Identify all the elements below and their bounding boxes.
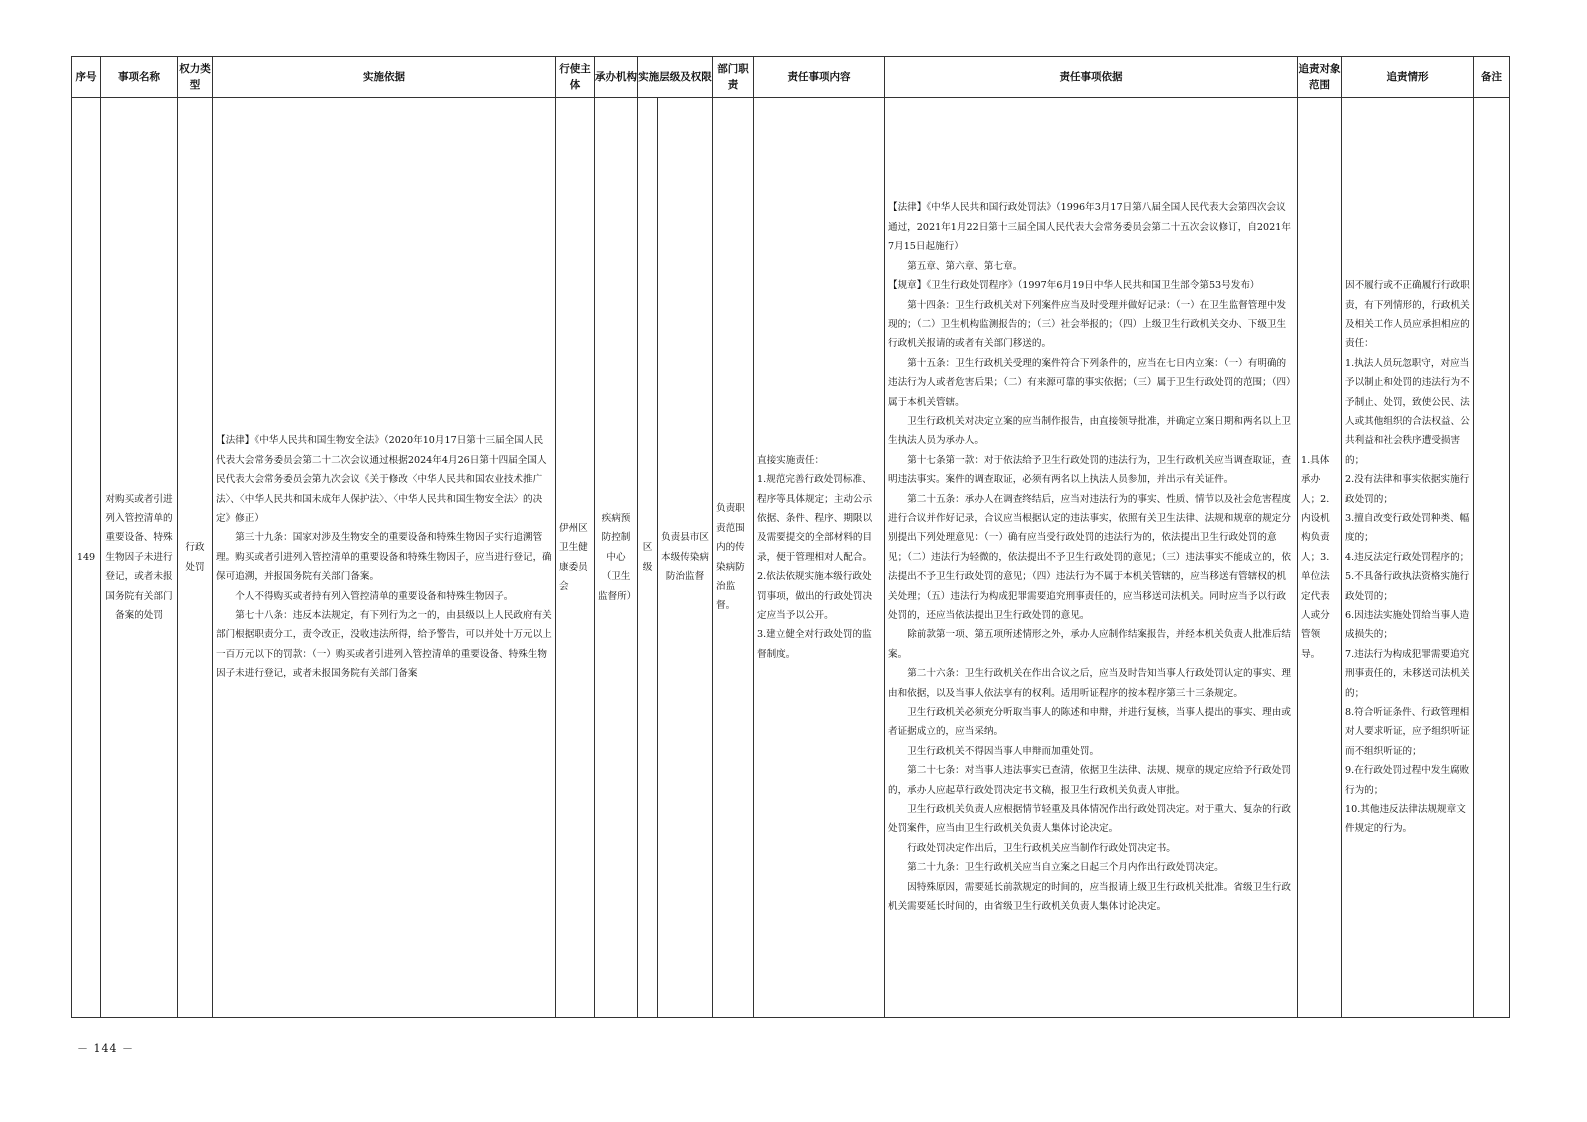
header-subject: 行使主体 bbox=[556, 57, 595, 98]
cell-resp-basis bbox=[885, 98, 1298, 1018]
accountability-case-item: 3.擅自改变行政处罚种类、幅度的； bbox=[1345, 512, 1470, 544]
basis-paragraph: 第七十八条：违反本法规定，有下列行为之一的，由县级以上人民政府有关部门根据职责分工，责令改正，没收违法所得，给予警告，可以并处十万元以上一百万元以下的罚款：（一）购买或者引进列入管控清单的重要设备、特殊生物因子未进行登记，或者未报国务院有关部门备案 bbox=[216, 610, 552, 680]
cell-subject: 伊州区卫生健康委员会 bbox=[556, 98, 595, 1018]
accountability-case-item: 8.符合听证条件、行政管理相对人要求听证，应予组织听证而不组织听证的； bbox=[1345, 707, 1470, 757]
header-resp-content: 责任事项内容 bbox=[754, 57, 885, 98]
resp-basis-paragraph: 【规章】《卫生行政处罚程序》（1997年6月19日中华人民共和国卫生部令第53号发布） bbox=[888, 280, 1260, 292]
resp-basis-paragraph: 除前款第一项、第五项所述情形之外，承办人应制作结案报告，并经本机关负责人批准后结案。 bbox=[888, 629, 1291, 660]
cell-level-2: 负责县市区本级传染病防治监督 bbox=[658, 98, 713, 1018]
header-accountability-scope: 追责对象范围 bbox=[1298, 57, 1342, 98]
cell-duty: 负责职责范围内的传染病防治监督。 bbox=[713, 98, 754, 1018]
header-duty: 部门职责 bbox=[713, 57, 754, 98]
resp-basis-paragraph: 卫生行政机关必须充分听取当事人的陈述和申辩，并进行复核，当事人提出的事实、理由或者证据成立的，应当采纳。 bbox=[888, 707, 1291, 738]
header-level: 实施层级及权限 bbox=[638, 57, 713, 98]
resp-basis-paragraph: 卫生行政机关不得因当事人申辩而加重处罚。 bbox=[907, 745, 1100, 757]
cell-accountability-scope: 1.具体承办人；2.内设机构负责人；3.单位法定代表人或分管领导。 bbox=[1298, 98, 1342, 1018]
cell-power-type: 行政处罚 bbox=[178, 98, 213, 1018]
resp-content-item: 直接实施责任： bbox=[757, 454, 825, 466]
cell-remarks bbox=[1474, 98, 1510, 1018]
cell-resp-content bbox=[754, 98, 885, 1018]
cell-seq: 149 bbox=[72, 98, 101, 1018]
resp-content-item: 1.规范完善行政处罚标准、程序等具体规定；主动公示依据、条件、程序、期限以及需要提交的全部材料的目录，便于管理相对人配合。 bbox=[757, 474, 873, 563]
cell-basis bbox=[213, 98, 556, 1018]
accountability-case-item: 2.没有法律和事实依据实施行政处罚的； bbox=[1345, 474, 1470, 505]
resp-basis-paragraph: 第十四条：卫生行政机关对下列案件应当及时受理并做好记录：（一）在卫生监督管理中发现的；（二）卫生机构监测报告的；（三）社会举报的；（四）上级卫生行政机关交办、下级卫生行政机关报请的或者有关部门移送的。 bbox=[888, 299, 1287, 350]
resp-basis-paragraph: 第二十五条：承办人在调查终结后，应当对违法行为的事实、性质、情节以及社会危害程度进行合议并作好记录，合议应当根据认定的违法事实，依照有关卫生法律、法规和规章的规定分别提出下列处理意见：（一）确有应当受行政处罚的违法行为的，依法提出卫生行政处罚的意见；（二）违法行为轻微的，依法提出不予卫生行政处罚的意见；（三）违法事实不能成立的，依法提出不予卫生行政处罚的意见；（四）违法行为不属于本机关管辖的，应当移送有管辖权的机关处理；（五）违法行为构成犯罪需要追究刑事责任的，应当移送司法机关。同时应当予以行政处罚的，还应当依法提出卫生行政处罚的意见。 bbox=[888, 493, 1291, 622]
accountability-case-item: 10.其他违反法律法规规章文件规定的行为。 bbox=[1345, 804, 1466, 835]
cell-name: 对购买或者引进列入管控清单的重要设备、特殊生物因子未进行登记，或者未报国务院有关部门备案的处罚 bbox=[101, 98, 178, 1018]
resp-basis-paragraph: 卫生行政机关对决定立案的应当制作报告，由直接领导批准，并确定立案日期和两名以上卫生执法人员为承办人。 bbox=[888, 415, 1291, 447]
cell-accountability-cases bbox=[1342, 98, 1474, 1018]
accountability-case-item: 7.违法行为构成犯罪需要追究刑事责任的，未移送司法机关的； bbox=[1345, 648, 1470, 699]
resp-content-item: 3.建立健全对行政处罚的监督制度。 bbox=[757, 629, 872, 660]
header-basis: 实施依据 bbox=[213, 57, 556, 98]
header-remarks: 备注 bbox=[1474, 57, 1510, 98]
basis-paragraph: 个人不得购买或者持有列入管控清单的重要设备和特殊生物因子。 bbox=[235, 590, 514, 602]
resp-basis-paragraph: 因特殊原因，需要延长前款规定的时间的，应当报请上级卫生行政机关批准。省级卫生行政机关需要延长时间的，由省级卫生行政机关负责人集体讨论决定。 bbox=[888, 881, 1291, 913]
authority-table bbox=[71, 56, 1510, 1018]
header-accountability-cases: 追责情形 bbox=[1342, 57, 1474, 98]
resp-basis-paragraph: 第十七条第一款：对于依法给予卫生行政处罚的违法行为，卫生行政机关应当调查取证，查明违法事实。案件的调查取证，必须有两名以上执法人员参加，并出示有关证件。 bbox=[888, 454, 1291, 486]
resp-basis-paragraph: 卫生行政机关负责人应根据情节轻重及具体情况作出行政处罚决定。对于重大、复杂的行政处罚案件，应当由卫生行政机关负责人集体讨论决定。 bbox=[888, 804, 1291, 835]
resp-basis-paragraph: 第十五条：卫生行政机关受理的案件符合下列条件的，应当在七日内立案：（一）有明确的违法行为人或者危害后果；（二）有来源可靠的事实依据；（三）属于卫生行政处罚的范围；（四）属于本机关管辖。 bbox=[888, 357, 1291, 408]
accountability-case-item: 因不履行或不正确履行行政职责，有下列情形的，行政机关及相关工作人员应承担相应的责任： bbox=[1345, 280, 1470, 350]
accountability-case-item: 1.执法人员玩忽职守，对应当予以制止和处罚的违法行为不予制止、处罚，致使公民、法人或其他组织的合法权益、公共利益和社会秩序遭受损害的； bbox=[1345, 357, 1470, 466]
resp-basis-paragraph: 第二十七条：对当事人违法事实已查清，依据卫生法律、法规、规章的规定应给予行政处罚的，承办人应起草行政处罚决定书文稿，报卫生行政机关负责人审批。 bbox=[888, 765, 1291, 796]
header-name: 事项名称 bbox=[101, 57, 178, 98]
accountability-case-item: 5.不具备行政执法资格实施行政处罚的； bbox=[1345, 571, 1470, 602]
resp-basis-paragraph: 第五章、第六章、第七章。 bbox=[907, 260, 1023, 272]
basis-paragraph: 第三十九条：国家对涉及生物安全的重要设备和特殊生物因子实行追溯管理。购买或者引进列入管控清单的重要设备和特殊生物因子，应当进行登记，确保可追溯，并报国务院有关部门备案。 bbox=[216, 532, 552, 583]
accountability-case-item: 9.在行政处罚过程中发生腐败行为的； bbox=[1345, 765, 1470, 796]
header-seq: 序号 bbox=[72, 57, 101, 98]
basis-paragraph: 【法律】《中华人民共和国生物安全法》（2020年10月17日第十三届全国人民代表大会常务委员会第二十二次会议通过根据2024年4月26日第十四届全国人民代表大会常务委员会第九次会议《关于修改〈中华人民共和国农业技术推广法〉、〈中华人民共和国未成年人保护法〉、〈中华人民共和国生物安全法〉的决定》修正） bbox=[216, 435, 547, 524]
resp-basis-paragraph: 第二十九条：卫生行政机关应当自立案之日起三个月内作出行政处罚决定。 bbox=[907, 862, 1224, 874]
accountability-case-item: 4.违反法定行政处罚程序的； bbox=[1345, 551, 1470, 563]
table-row bbox=[72, 98, 1510, 1018]
resp-basis-paragraph: 第二十六条：卫生行政机关在作出合议之后，应当及时告知当事人行政处罚认定的事实、理由和依据，以及当事人依法享有的权利。适用听证程序的按本程序第三十三条规定。 bbox=[888, 668, 1291, 699]
cell-level-1: 区级 bbox=[638, 98, 658, 1018]
resp-basis-paragraph: 【法律】《中华人民共和国行政处罚法》（1996年3月17日第八届全国人民代表大会第四次会议通过，2021年1月22日第十三届全国人民代表大会常务委员会第二十五次会议修订，自2021年7月15日起施行） bbox=[888, 202, 1291, 253]
header-power-type: 权力类型 bbox=[178, 57, 213, 98]
resp-basis-paragraph: 行政处罚决定作出后，卫生行政机关应当制作行政处罚决定书。 bbox=[907, 842, 1176, 854]
accountability-case-item: 6.因违法实施处罚给当事人造成损失的； bbox=[1345, 610, 1470, 641]
header-agency: 承办机构 bbox=[595, 57, 638, 98]
header-row bbox=[72, 57, 1510, 98]
cell-agency: 疾病预防控制中心（卫生监督所） bbox=[595, 98, 638, 1018]
header-resp-basis: 责任事项依据 bbox=[885, 57, 1298, 98]
resp-content-item: 2.依法依规实施本级行政处罚事项，做出的行政处罚决定应当予以公开。 bbox=[757, 571, 873, 622]
page-number: － 144 － bbox=[77, 1042, 134, 1055]
